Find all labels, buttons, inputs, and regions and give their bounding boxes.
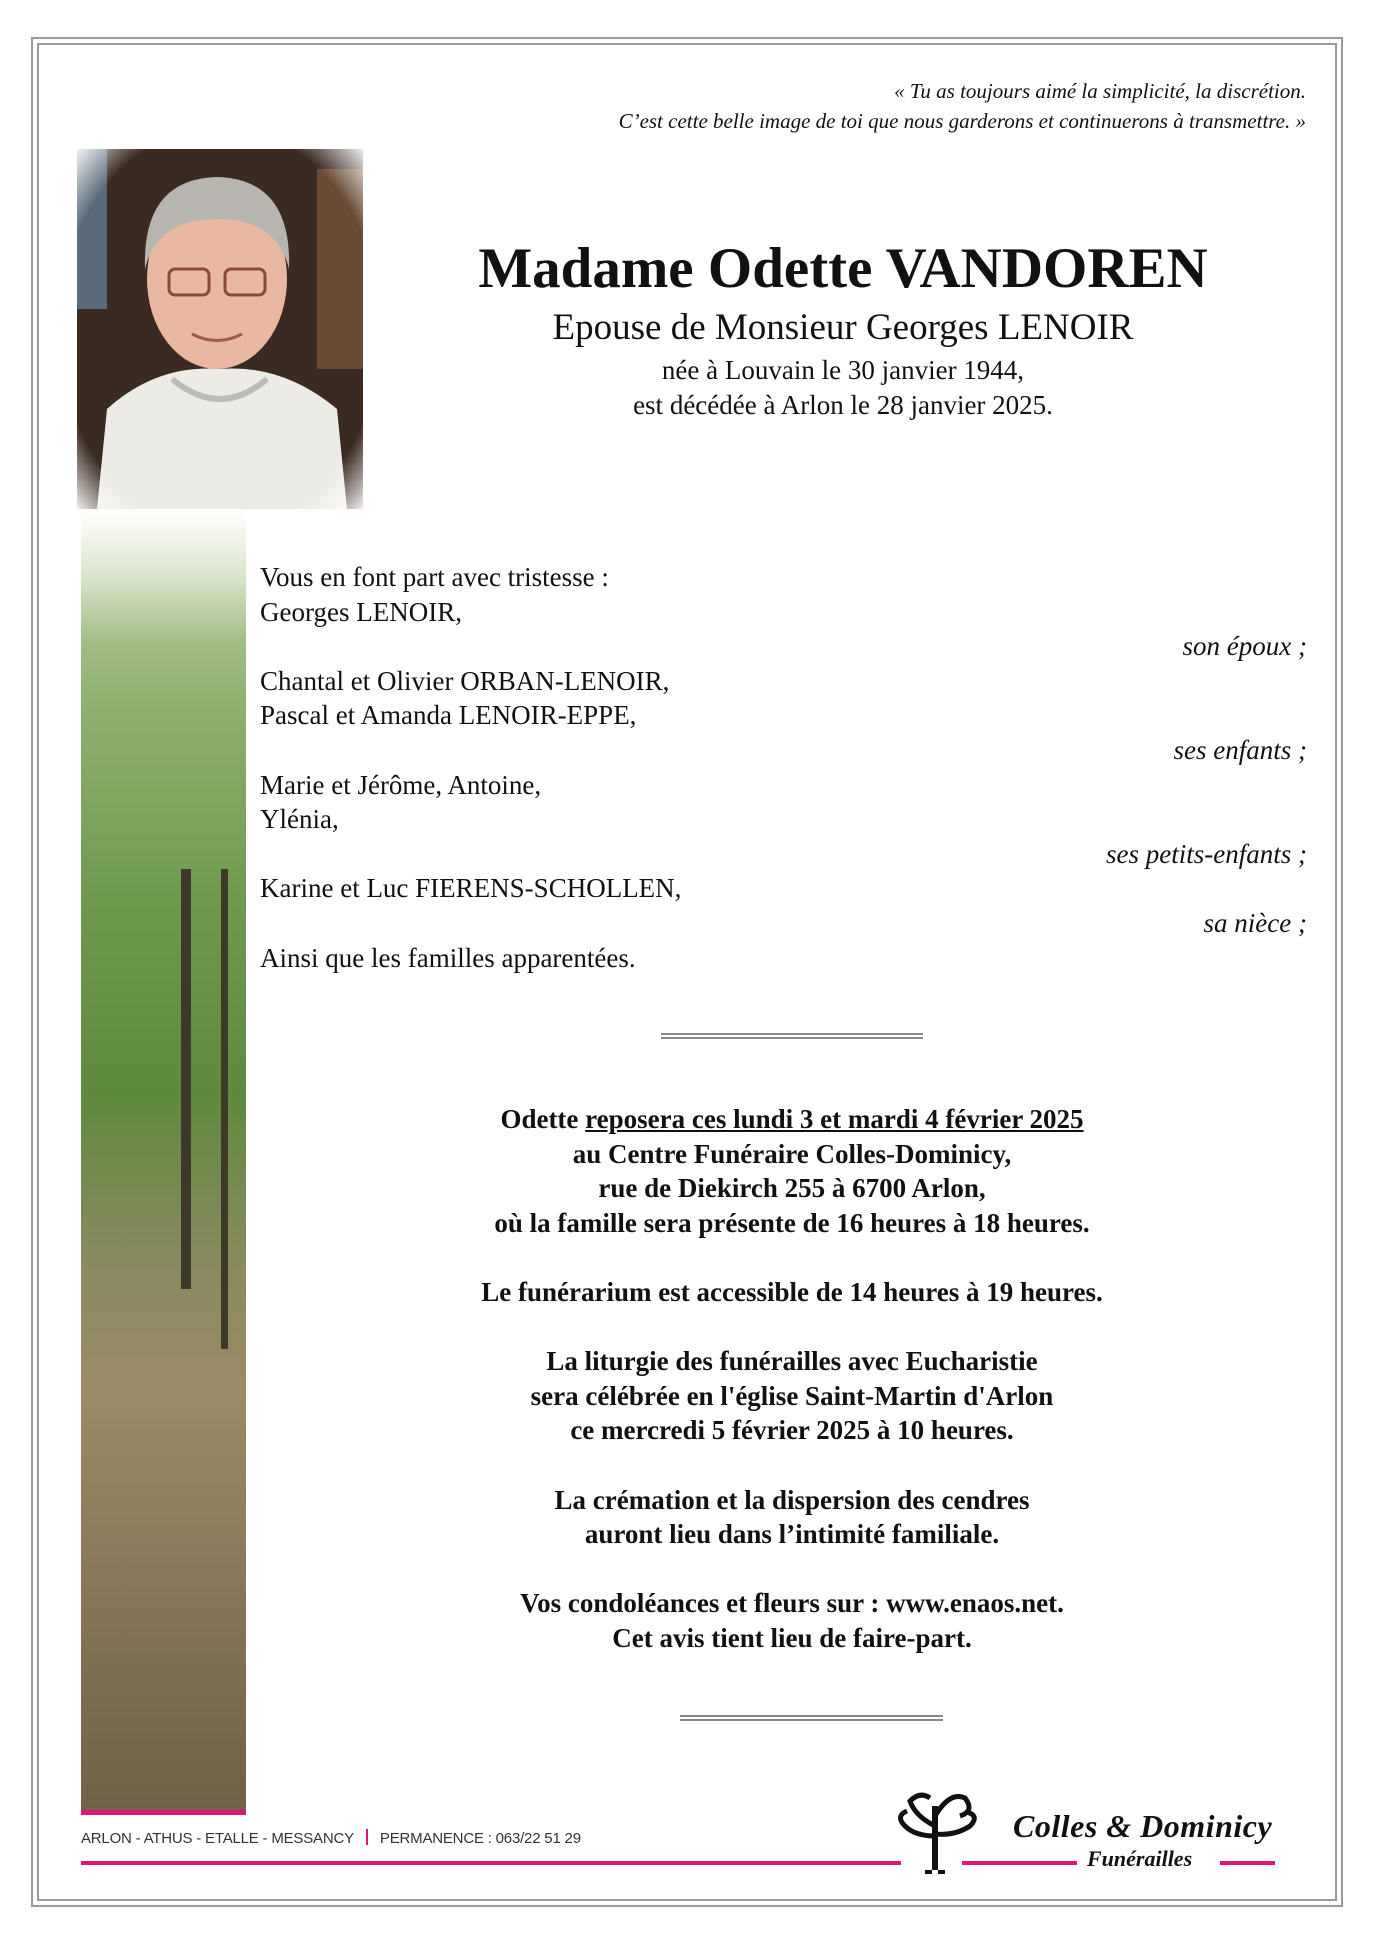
info-text: Odette bbox=[500, 1104, 586, 1134]
birth-line: née à Louvain le 30 janvier 1944, bbox=[661, 355, 1025, 385]
info-text: sera célébrée en l'église Saint-Martin d'Arlon bbox=[530, 1380, 1054, 1411]
death-line: est décédée à Arlon le 28 janvier 2025. bbox=[633, 390, 1053, 420]
footer-line bbox=[81, 1861, 901, 1865]
funeral-info bbox=[481, 1102, 1102, 1656]
family-relation: son époux ; bbox=[1182, 631, 1307, 662]
double-rule bbox=[661, 1033, 923, 1039]
accent-bar bbox=[81, 1810, 246, 1815]
footer-contact bbox=[81, 1829, 581, 1847]
family-closing: Ainsi que les familles apparentées. bbox=[260, 942, 636, 973]
quote-line: C’est cette belle image de toi que nous garderons et continuerons à transmettre. » bbox=[618, 109, 1306, 133]
visitation-dates: reposera ces lundi 3 et mardi 4 février 2025 bbox=[585, 1104, 1084, 1134]
footer-locations: ARLON - ATHUS - ETALLE - MESSANCY bbox=[81, 1830, 354, 1847]
info-text: Le funérarium est accessible de 14 heures à 19 heures. bbox=[481, 1276, 1103, 1307]
info-text: La liturgie des funérailles avec Eucharistie bbox=[546, 1346, 1038, 1377]
info-text: Cet avis tient lieu de faire-part. bbox=[612, 1622, 972, 1653]
epigraph-quote bbox=[619, 76, 1306, 136]
info-text: La crémation et la dispersion des cendres bbox=[554, 1484, 1030, 1515]
birth-death-dates bbox=[633, 353, 1053, 423]
family-name: Karine et Luc FIERENS-SCHOLLEN, bbox=[260, 873, 682, 904]
family-intro: Vous en font part avec tristesse : bbox=[260, 562, 609, 592]
footer-phone: PERMANENCE : 063/22 51 29 bbox=[379, 1830, 581, 1847]
portrait-photo bbox=[77, 149, 363, 509]
family-relation: ses petits-enfants ; bbox=[1106, 838, 1307, 869]
info-text: au Centre Funéraire Colles-Dominicy, bbox=[572, 1138, 1012, 1169]
spouse-line: Epouse de Monsieur Georges LENOIR bbox=[552, 307, 1134, 348]
divider bbox=[366, 1829, 368, 1845]
info-text: où la famille sera présente de 16 heures à 18 heures. bbox=[494, 1207, 1090, 1238]
deceased-name: Madame Odette VANDOREN bbox=[478, 237, 1208, 300]
family-name: Marie et Jérôme, Antoine, bbox=[260, 769, 542, 800]
forest-path-image bbox=[81, 509, 246, 1811]
footer-line bbox=[1220, 1861, 1275, 1865]
family-name: Chantal et Olivier ORBAN-LENOIR, bbox=[260, 665, 670, 696]
family-name: Pascal et Amanda LENOIR-EPPE, bbox=[260, 700, 637, 731]
tree-trunk bbox=[181, 869, 191, 1289]
condolences-line: Vos condoléances et fleurs sur : www.enaos.net. bbox=[520, 1588, 1064, 1619]
brand-subtitle: Funérailles bbox=[1087, 1846, 1193, 1871]
double-rule bbox=[680, 1715, 943, 1721]
tree-logo-icon bbox=[885, 1786, 985, 1876]
quote-line: « Tu as toujours aimé la simplicité, la discrétion. bbox=[894, 79, 1306, 103]
family-relation: sa nièce ; bbox=[1203, 907, 1307, 938]
tree-trunk bbox=[221, 869, 228, 1349]
info-text: auront lieu dans l’intimité familiale. bbox=[584, 1519, 1000, 1550]
info-text: ce mercredi 5 février 2025 à 10 heures. bbox=[570, 1415, 1014, 1446]
family-relation: ses enfants ; bbox=[1173, 734, 1307, 765]
info-text: rue de Diekirch 255 à 6700 Arlon, bbox=[598, 1173, 986, 1204]
brand-name: Colles & Dominicy bbox=[1013, 1808, 1273, 1844]
family-list bbox=[260, 560, 1307, 975]
family-name: Ylénia, bbox=[260, 804, 339, 835]
family-name: Georges LENOIR, bbox=[260, 596, 462, 627]
